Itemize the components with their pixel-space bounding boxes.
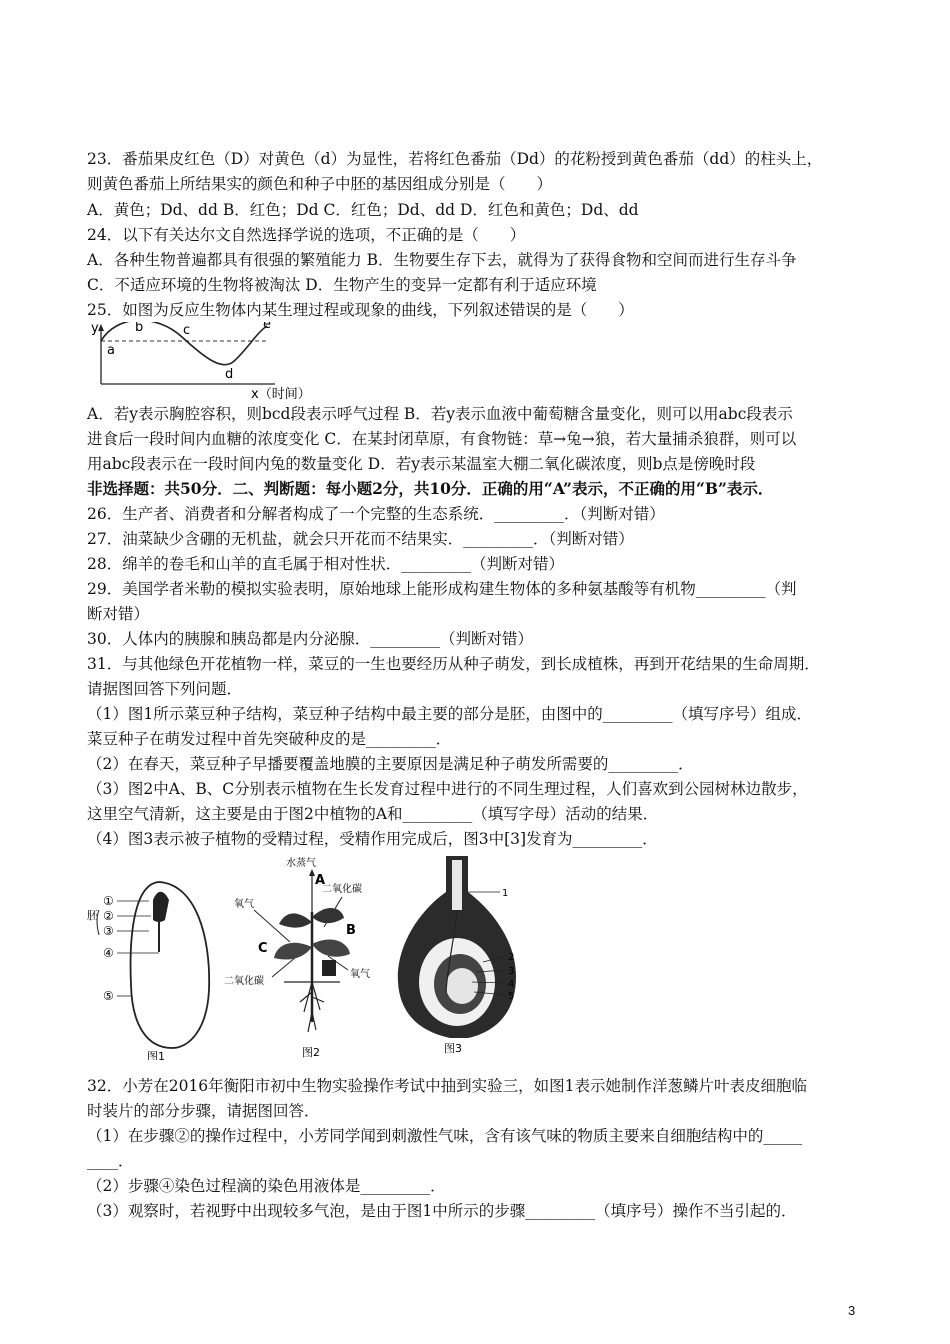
q31-sub4: （4）图3表示被子植物的受精过程，受精作用完成后，图3中[3]发育为_________． <box>87 830 658 848</box>
fig1-part-3: ③ <box>103 924 114 938</box>
fig2-letter-c: C <box>258 941 268 956</box>
q31-stem-line2: 请据图回答下列问题． <box>87 680 243 698</box>
embryo-sac <box>446 968 478 1004</box>
fig2-letter-b: B <box>346 923 356 938</box>
q31-sub2: （2）在春天，菜豆种子早播要覆盖地膜的主要原因是满足种子萌发所需要的_________． <box>87 755 694 773</box>
q31-sub3-line2: 这里空气清新，这主要是由于图2中植物的A和_________（填写字母）活动的结果． <box>87 805 659 823</box>
q27: 27．油菜缺少含硼的无机盐，就会只开花而不结果实．_________．（判断对错） <box>87 530 634 548</box>
fig3-fertilization <box>388 852 528 1057</box>
q31-stem-line1: 31．与其他绿色开花植物一样，菜豆的一生也要经历从种子萌发，到长成植株，再到开花结果的生命周期． <box>87 655 820 673</box>
q32-sub1-line1: （1）在步骤②的操作过程中，小芳同学闻到刺激性气味，含有该气味的物质主要来自细胞结构中的_____ <box>87 1127 803 1145</box>
fig2-co2-top: 二氧化碳 <box>322 884 362 895</box>
fig2-o2-left: 氧气 <box>234 899 254 910</box>
q32-sub1-line2: ____． <box>87 1152 134 1170</box>
q29-line2: 断对错） <box>87 605 150 623</box>
leaf-left-bottom <box>274 943 312 960</box>
q30: 30．人体内的胰腺和胰岛都是内分泌腺．_________（判断对错） <box>87 630 533 648</box>
q29-line1: 29．美国学者米勒的模拟实验表明，原始地球上能形成构建生物体的多种氨基酸等有机物_________（判 <box>87 580 797 598</box>
fig1-caption: 图1 <box>147 1050 165 1060</box>
q31-sub1-line1: （1）图1所示菜豆种子结构，菜豆种子结构中最主要的部分是胚，由图中的_________（填写序号）组成． <box>87 705 812 723</box>
fig3-num-5: 5 <box>508 991 515 1002</box>
fig1-embryo-label: 胚 <box>87 909 98 922</box>
fig2-co2-bottom: 二氧化碳 <box>224 976 264 987</box>
q23-stem-line1: 23．番茄果皮红色（D）对黄色（d）为显性，若将红色番茄（Dd）的花粉授到黄色番茄（dd）的柱头上， <box>87 150 823 168</box>
fig2-plant-processes <box>224 852 384 1062</box>
leaf-right-bottom <box>312 939 350 956</box>
q25-option-line3: 用abc段表示在一段时间内兔的数量变化 D．若y表示某温室大棚二氧化碳浓度，则b点是傍晚时段 <box>87 455 756 473</box>
fig3-num-1: 1 <box>502 888 509 899</box>
style-canal <box>452 860 462 910</box>
fig3-num-3: 3 <box>508 966 515 977</box>
fig2-letter-a: A <box>315 873 326 888</box>
point-e-label: e <box>263 322 271 332</box>
y-axis-arrow <box>98 324 104 331</box>
q31-sub3-line1: （3）图2中A、B、C分别表示植物在生长发育过程中进行的不同生理过程，人们喜欢到公园树林边散步， <box>87 780 808 798</box>
q32-sub3: （3）观察时，若视野中出现较多气泡，是由于图1中所示的步骤_________（填序号）操作不当引起的． <box>87 1202 797 1220</box>
fig1-part-1: ① <box>103 894 114 908</box>
embryo-bud <box>153 892 169 922</box>
q25-option-line1: A．若y表示胸腔容积，则bcd段表示呼气过程 B．若y表示血液中葡萄糖含量变化，则可以用abc段表示 <box>87 405 793 423</box>
q25-option-line2: 进食后一段时间内血糖的浓度变化 C．在某封闭草原，有食物链：草→兔→狼，若大量捕杀狼群，则可以 <box>87 430 797 448</box>
fig2-caption: 图2 <box>302 1046 320 1059</box>
fig1-bean-seed <box>87 860 227 1060</box>
fig3-caption: 图3 <box>444 1042 462 1055</box>
q24-stem: 24．以下有关达尔文自然选择学说的选项，不正确的是（ ） <box>87 226 526 244</box>
q24-options-line1: A．各种生物普遍都具有很强的繁殖能力 B．生物要生存下去，就得为了获得食物和空间而进行生存斗争 <box>87 251 797 269</box>
point-c-label: c <box>183 323 191 338</box>
q31-sub1-line2: 菜豆种子在萌发过程中首先突破种皮的是_________． <box>87 730 452 748</box>
q24-options-line2: C．不适应环境的生物将被淘汰 D．生物产生的变异一定都有利于适应环境 <box>87 276 597 294</box>
section-heading: 非选择题：共50分．二、判断题：每小题2分，共10分．正确的用“A”表示，不正确的用“B”表示． <box>87 479 774 498</box>
fig1-part-4: ④ <box>103 946 114 960</box>
y-axis-label: y <box>91 322 99 336</box>
x-axis-label: x（时间） <box>251 387 311 402</box>
q25-curve-figure <box>87 322 337 402</box>
page-number: 3 <box>848 1303 856 1318</box>
q32-stem-line2: 时装片的部分步骤，请据图回答． <box>87 1102 320 1120</box>
fig2-water-vapor: 水蒸气 <box>286 858 316 869</box>
seed-coat <box>131 882 210 1048</box>
q32-stem-line1: 32．小芳在2016年衡阳市初中生物实验操作考试中抽到实验三，如图1表示她制作洋葱鳞片叶表皮细胞临 <box>87 1077 808 1095</box>
q26: 26．生产者、消费者和分解者构成了一个完整的生态系统．_________．（判断对错） <box>87 505 665 523</box>
q32-sub2: （2）步骤④染色过程滴的染色用液体是_________． <box>87 1177 446 1195</box>
point-a-label: a <box>107 343 115 358</box>
point-b-label: b <box>135 322 144 335</box>
fig1-part-5: ⑤ <box>103 989 114 1003</box>
q28: 28．绵羊的卷毛和山羊的直毛属于相对性状．_________（判断对错） <box>87 555 564 573</box>
q23-options: A．黄色；Dd、dd B．红色；Dd C．红色；Dd、dd D．红色和黄色；Dd、dd <box>87 201 639 219</box>
fig1-part-2: ② <box>103 909 114 923</box>
bean-pod <box>322 960 336 976</box>
fig3-num-4: 4 <box>508 979 515 990</box>
q23-stem-line2: 则黄色番茄上所结果实的颜色和种子中胚的基因组成分别是（ ） <box>87 175 553 193</box>
leaf-left-top <box>279 913 312 927</box>
fig3-num-2: 2 <box>508 952 515 963</box>
fig2-o2-right: 氧气 <box>350 969 370 980</box>
q25-stem: 25．如图为反应生物体内某生理过程或现象的曲线，下列叙述错误的是（ ） <box>87 301 634 319</box>
point-d-label: d <box>225 367 234 382</box>
leaf-right-top <box>312 908 344 923</box>
